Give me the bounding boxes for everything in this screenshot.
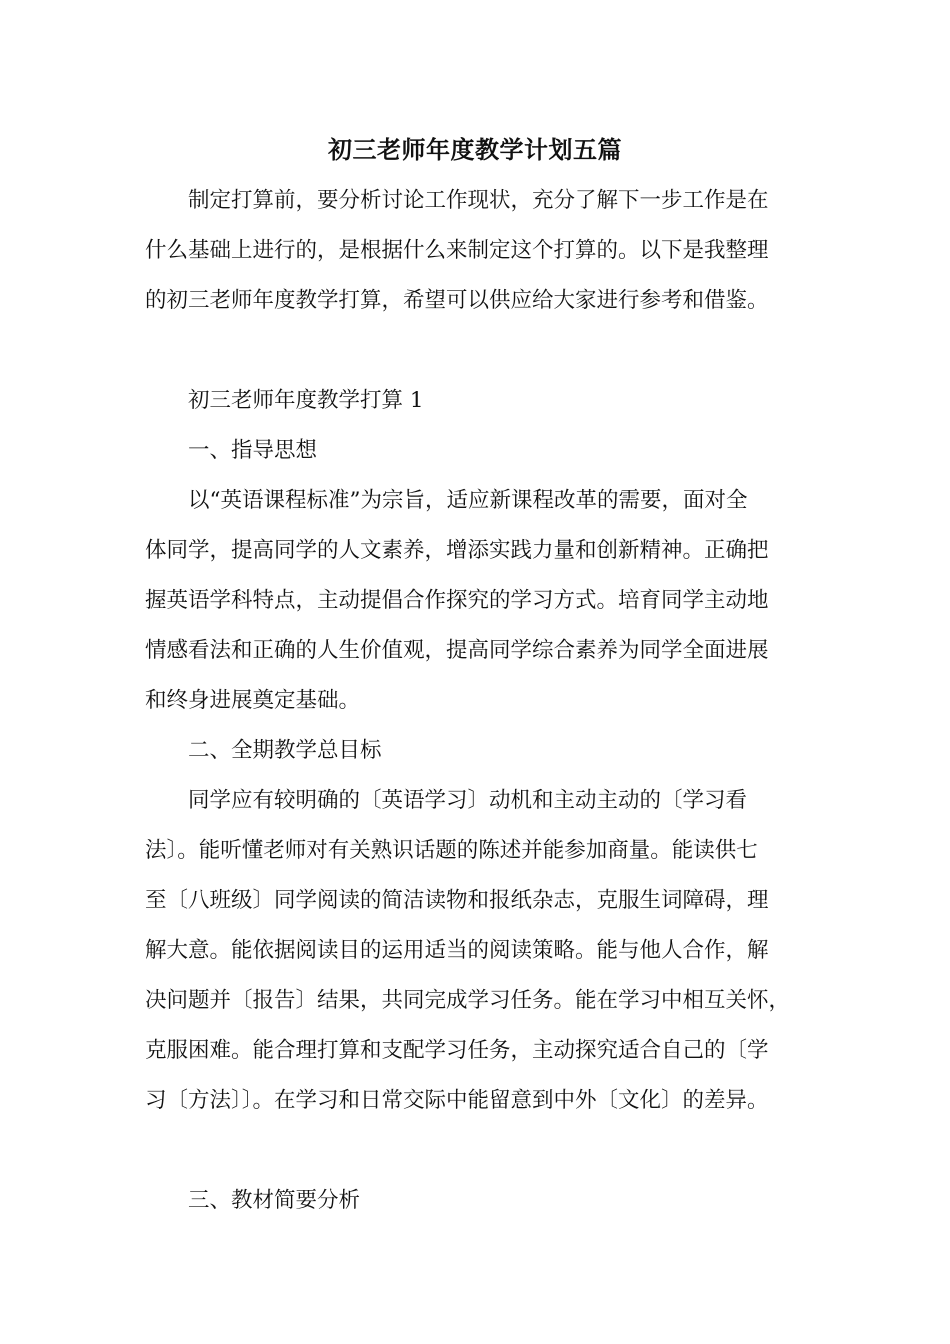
- paragraph-line: 习〔方法〕〕。在学习和日常交际中能留意到中外〔文化〕的差异。: [145, 1088, 769, 1113]
- document-title: 初三老师年度教学计划五篇: [328, 135, 622, 164]
- paragraph-line: 法〕。能听懂老师对有关熟识话题的陈述并能参加商量。能读供七: [145, 838, 758, 863]
- intro-line-1: 制定打算前，要分析讨论工作现状，充分了解下一步工作是在: [145, 188, 769, 213]
- intro-line-2: 什么基础上进行的，是根据什么来制定这个打算的。以下是我整理: [145, 238, 769, 263]
- paragraph-line: 体同学，提高同学的人文素养，增添实践力量和创新精神。正确把: [145, 538, 769, 563]
- paragraph-line: 解大意。能依据阅读目的运用适当的阅读策略。能与他人合作，解: [145, 938, 769, 963]
- heading-textbook-analysis: 三、教材简要分析: [145, 1188, 361, 1213]
- heading-overall-goal: 二、全期教学总目标: [145, 738, 382, 763]
- paragraph-line: 和终身进展奠定基础。: [145, 688, 361, 713]
- paragraph-line: 至〔八班级〕同学阅读的简洁读物和报纸杂志，克服生词障碍，理: [145, 888, 769, 913]
- paragraph-line: 同学应有较明确的〔英语学习〕动机和主动主动的〔学习看: [145, 788, 748, 813]
- paragraph-line: 决问题并〔报告〕结果，共同完成学习任务。能在学习中相互关怀，: [145, 988, 791, 1013]
- paragraph-line: 克服困难。能合理打算和支配学习任务，主动探究适合自己的〔学: [145, 1038, 769, 1063]
- paragraph-line: 以“英语课程标准”为宗旨，适应新课程改革的需要，面对全: [145, 488, 748, 513]
- paragraph-line: 情感看法和正确的人生价值观，提高同学综合素养为同学全面进展: [145, 638, 769, 663]
- intro-line-3: 的初三老师年度教学打算，希望可以供应给大家进行参考和借鉴。: [145, 288, 769, 313]
- paragraph-line: 握英语学科特点，主动提倡合作探究的学习方式。培育同学主动地: [145, 588, 769, 613]
- heading-guiding-thought: 一、指导思想: [145, 438, 318, 463]
- section-title-plan-1: 初三老师年度教学打算 1: [145, 388, 424, 413]
